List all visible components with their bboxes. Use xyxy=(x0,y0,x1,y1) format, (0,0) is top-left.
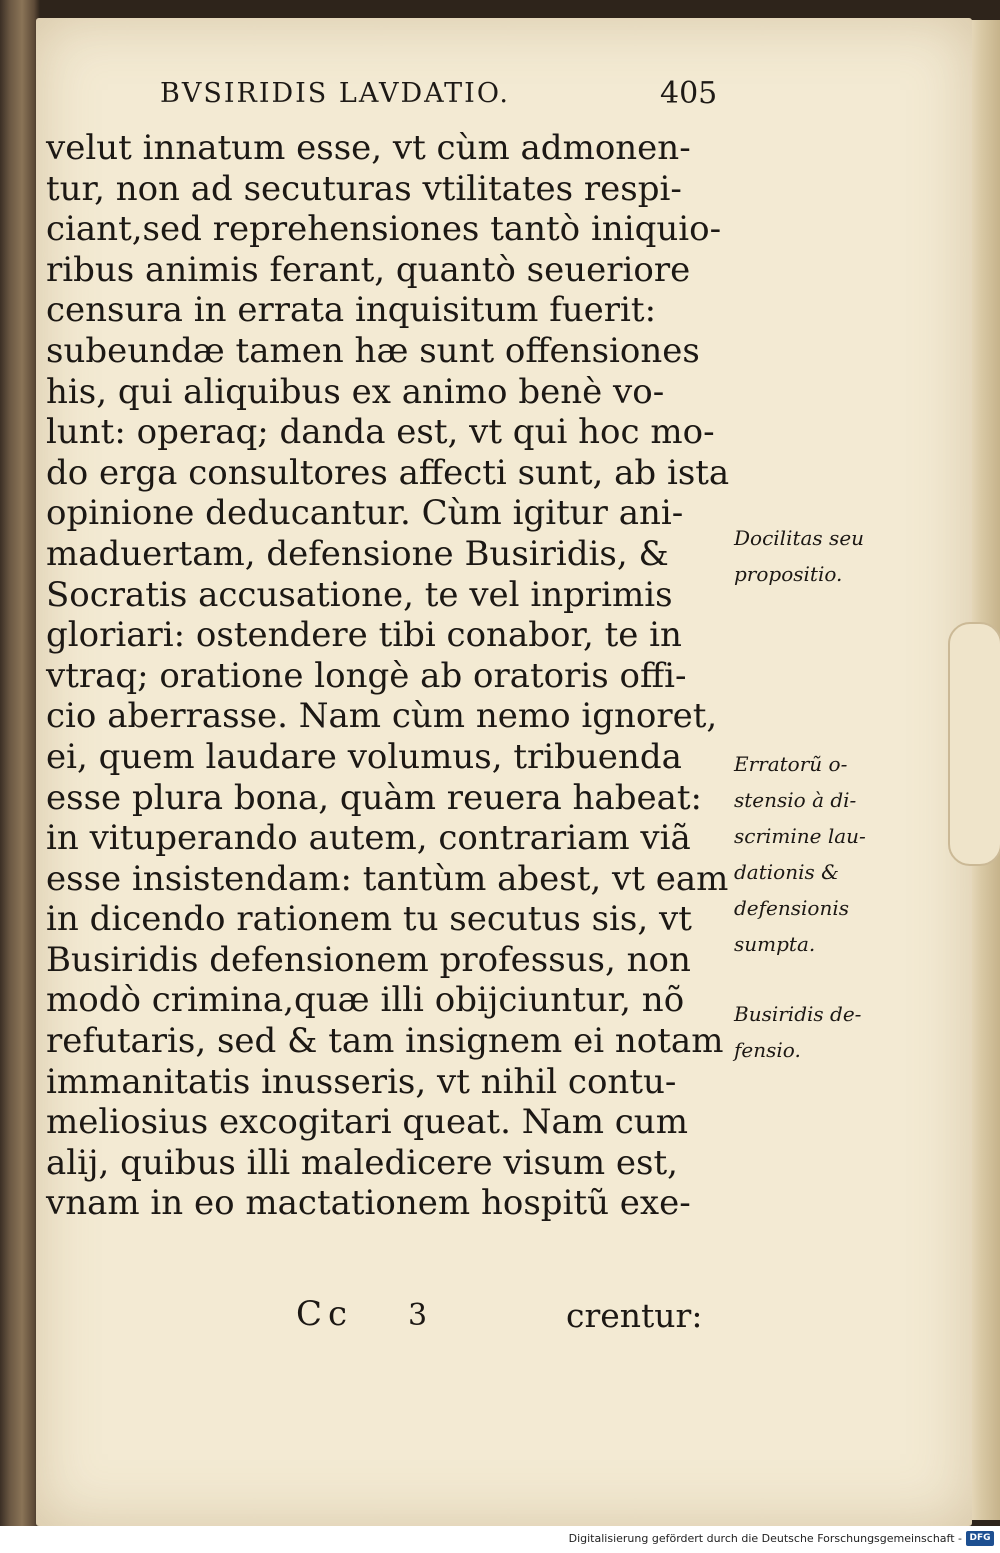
text-line: vtraq; oratione longè ab oratoris offi- xyxy=(46,655,687,696)
margin-note-line: fensio. xyxy=(734,1038,801,1062)
margin-note-line: Busiridis de- xyxy=(734,1002,862,1026)
credit-text: Digitalisierung gefördert durch die Deutsche Forschungsgemeinschaft - xyxy=(568,1532,962,1545)
text-line: subeundæ tamen hæ sunt offensiones xyxy=(46,330,700,371)
text-line: lunt: operaq; danda est, vt qui hoc mo- xyxy=(46,412,715,453)
margin-note-line: propositio. xyxy=(734,562,843,586)
text-line: velut innatum esse, vt cùm admonen- xyxy=(46,128,691,168)
dfg-logo-icon: DFG xyxy=(966,1531,994,1546)
page-footer xyxy=(296,1294,736,1344)
credit-bar xyxy=(0,1526,1000,1553)
text-line: gloriari: ostendere tibi conabor, te in xyxy=(46,615,682,656)
main-text xyxy=(46,128,736,1224)
margin-note-line: stensio à di- xyxy=(734,788,857,812)
text-line: ei, quem laudare volumus, tribuenda xyxy=(46,736,682,777)
text-line: maduertam, defensione Busiridis, & xyxy=(46,533,669,574)
text-line: modò crimina,quæ illi obijciuntur, nõ xyxy=(46,980,685,1021)
page-tab-marker xyxy=(948,622,1000,866)
margin-note-docilitas xyxy=(734,520,904,592)
margin-note-line: Docilitas seu xyxy=(734,526,865,550)
page-header xyxy=(160,78,760,128)
margin-note-line: defensionis xyxy=(734,896,849,920)
signature-number: 3 xyxy=(408,1298,428,1333)
text-line: esse insistendam: tantùm abest, vt eam xyxy=(46,858,729,899)
page-number: 405 xyxy=(660,76,718,111)
text-line: Socratis accusatione, te vel inprimis xyxy=(46,574,673,615)
margin-note-line: scrimine lau- xyxy=(734,824,866,848)
text-line: in vituperando autem, contrariam viã xyxy=(46,818,691,859)
text-line: ciant,sed reprehensiones tantò iniquio- xyxy=(46,209,722,250)
margin-note-line: dationis & xyxy=(734,860,839,884)
text-line: immanitatis inusseris, vt nihil contu- xyxy=(46,1061,677,1102)
catchword: crentur: xyxy=(566,1296,703,1335)
text-line: esse plura bona, quàm reuera habeat: xyxy=(46,777,702,818)
margin-note-line: sumpta. xyxy=(734,932,816,956)
margin-note-erratorum xyxy=(734,746,904,962)
running-title: BVSIRIDIS LAVDATIO. xyxy=(160,78,510,109)
text-line: tur, non ad secuturas vtilitates respi- xyxy=(46,168,682,209)
text-line: censura in errata inquisitum fuerit: xyxy=(46,290,657,331)
text-line: opinione deducantur. Cùm igitur ani- xyxy=(46,493,684,534)
margin-note-busiridis xyxy=(734,996,904,1068)
text-line: alij, quibus illi maledicere visum est, xyxy=(46,1142,678,1183)
text-line: refutaris, sed & tam insignem ei notam xyxy=(46,1021,724,1062)
signature-mark: Cc xyxy=(296,1294,354,1334)
text-line: vnam in eo mactationem hospitũ exe- xyxy=(46,1183,691,1224)
text-line: cio aberrasse. Nam cùm nemo ignoret, xyxy=(46,696,718,737)
margin-note-line: Erratorũ o- xyxy=(734,752,848,776)
text-line: Busiridis defensionem professus, non xyxy=(46,939,691,980)
text-line: his, qui aliquibus ex animo benè vo- xyxy=(46,371,665,412)
text-line: meliosius excogitari queat. Nam cum xyxy=(46,1102,688,1143)
text-line: ribus animis ferant, quantò seueriore xyxy=(46,249,691,290)
text-line: in dicendo rationem tu secutus sis, vt xyxy=(46,899,692,940)
text-line: do erga consultores affecti sunt, ab ista xyxy=(46,452,730,493)
